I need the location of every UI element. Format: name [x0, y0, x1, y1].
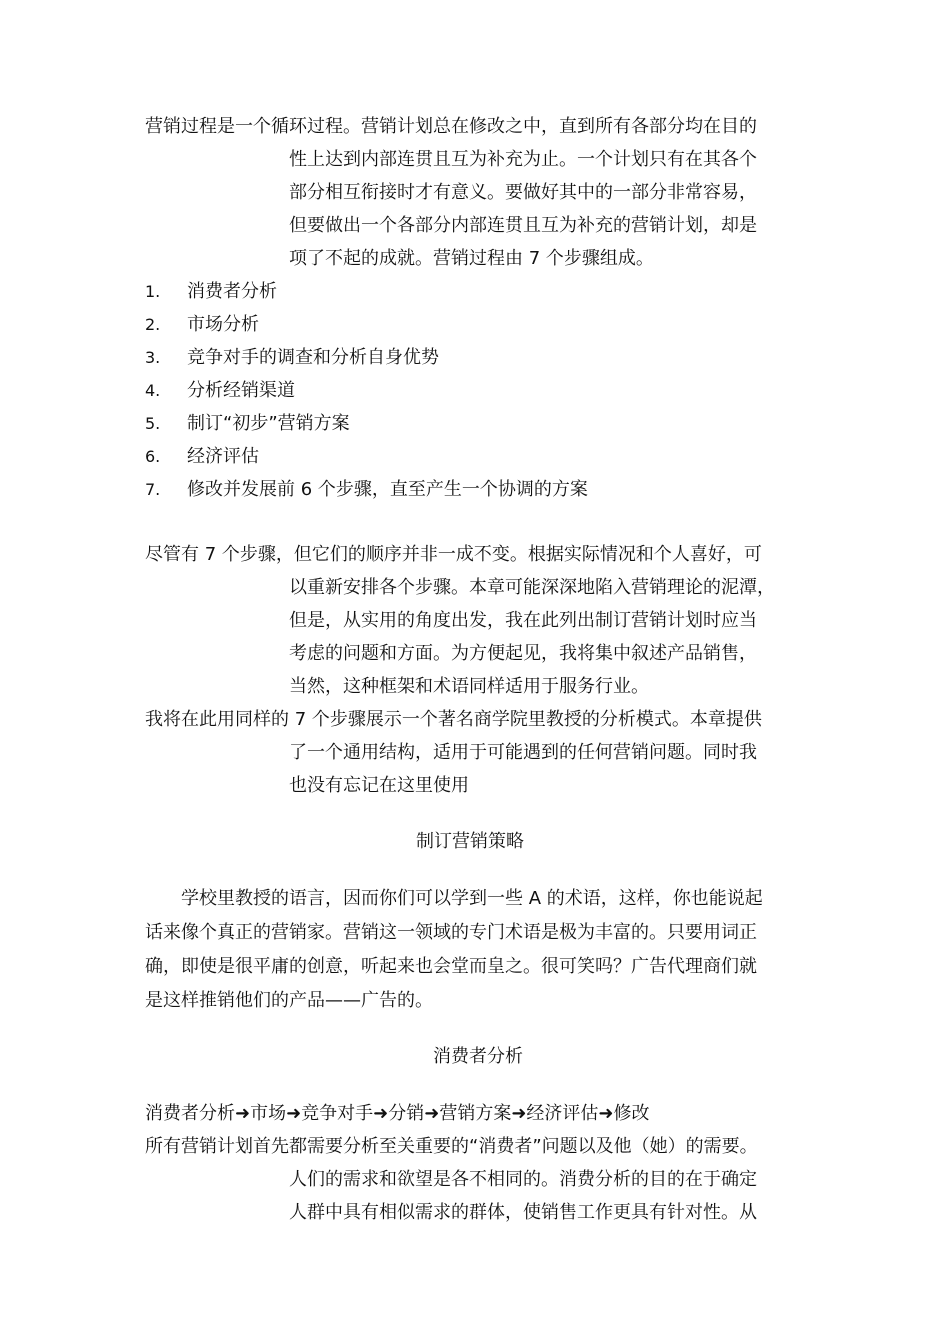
section-heading-strategy: 制订营销策略 — [416, 831, 524, 852]
paragraph-1-line-3: 部分相互衔接时才有意义。要做好其中的一部分非常容易， — [289, 182, 757, 203]
step-number: 7. — [145, 480, 161, 499]
paragraph-5-line-3: 人群中具有相似需求的群体，使销售工作更具有针对性。从 — [289, 1202, 757, 1223]
paragraph-3-line-1: 我将在此用同样的 7 个步骤展示一个著名商学院里教授的分析模式。本章提供 — [145, 709, 762, 730]
paragraph-2-line-2: 以重新安排各个步骤。本章可能深深地陷入营销理论的泥潭， — [289, 577, 775, 598]
step-text: 市场分析 — [187, 314, 259, 335]
step-text: 制订“初步”营销方案 — [187, 413, 350, 434]
paragraph-4-line-1: 学校里教授的语言，因而你们可以学到一些 A 的术语，这样，你也能说起 — [181, 888, 763, 909]
step-number: 1. — [145, 282, 161, 301]
paragraph-5-line-1: 所有营销计划首先都需要分析至关重要的“消费者”问题以及他（她）的需要。 — [145, 1136, 758, 1157]
paragraph-4-line-2: 话来像个真正的营销家。营销这一领域的专门术语是极为丰富的。只要用词正 — [145, 922, 757, 943]
step-number: 2. — [145, 315, 161, 334]
step-text: 修改并发展前 6 个步骤，直至产生一个协调的方案 — [187, 479, 588, 500]
paragraph-5-line-2: 人们的需求和欲望是各不相同的。消费分析的目的在于确定 — [289, 1169, 757, 1190]
paragraph-4-line-3: 确，即使是很平庸的创意，听起来也会堂而皇之。很可笑吗？广告代理商们就 — [145, 956, 757, 977]
paragraph-1-line-4: 但要做出一个各部分内部连贯且互为补充的营销计划，却是 — [289, 215, 757, 236]
section-heading-consumer: 消费者分析 — [433, 1046, 523, 1067]
paragraph-3-line-3: 也没有忘记在这里使用 — [289, 775, 469, 796]
process-flow: 消费者分析➜市场➜竞争对手➜分销➜营销方案➜经济评估➜修改 — [145, 1103, 650, 1124]
paragraph-2-line-3: 但是，从实用的角度出发，我在此列出制订营销计划时应当 — [289, 610, 757, 631]
paragraph-1-line-5: 项了不起的成就。营销过程由 7 个步骤组成。 — [289, 248, 654, 269]
step-number: 5. — [145, 414, 161, 433]
paragraph-2-line-1: 尽管有 7 个步骤，但它们的顺序并非一成不变。根据实际情况和个人喜好，可 — [145, 544, 762, 565]
paragraph-1-line-2: 性上达到内部连贯且互为补充为止。一个计划只有在其各个 — [289, 149, 757, 170]
step-number: 3. — [145, 348, 161, 367]
paragraph-2-line-4: 考虑的问题和方面。为方便起见，我将集中叙述产品销售， — [289, 643, 757, 664]
paragraph-2-line-5: 当然，这种框架和术语同样适用于服务行业。 — [289, 676, 649, 697]
step-text: 消费者分析 — [187, 281, 277, 302]
paragraph-1-line-1: 营销过程是一个循环过程。营销计划总在修改之中，直到所有各部分均在目的 — [145, 116, 757, 137]
paragraph-4-line-4: 是这样推销他们的产品——广告的。 — [145, 990, 433, 1011]
step-text: 竞争对手的调查和分析自身优势 — [187, 347, 439, 368]
step-number: 4. — [145, 381, 161, 400]
step-text: 经济评估 — [187, 446, 259, 467]
step-text: 分析经销渠道 — [187, 380, 295, 401]
paragraph-3-line-2: 了一个通用结构，适用于可能遇到的任何营销问题。同时我 — [289, 742, 757, 763]
step-number: 6. — [145, 447, 161, 466]
